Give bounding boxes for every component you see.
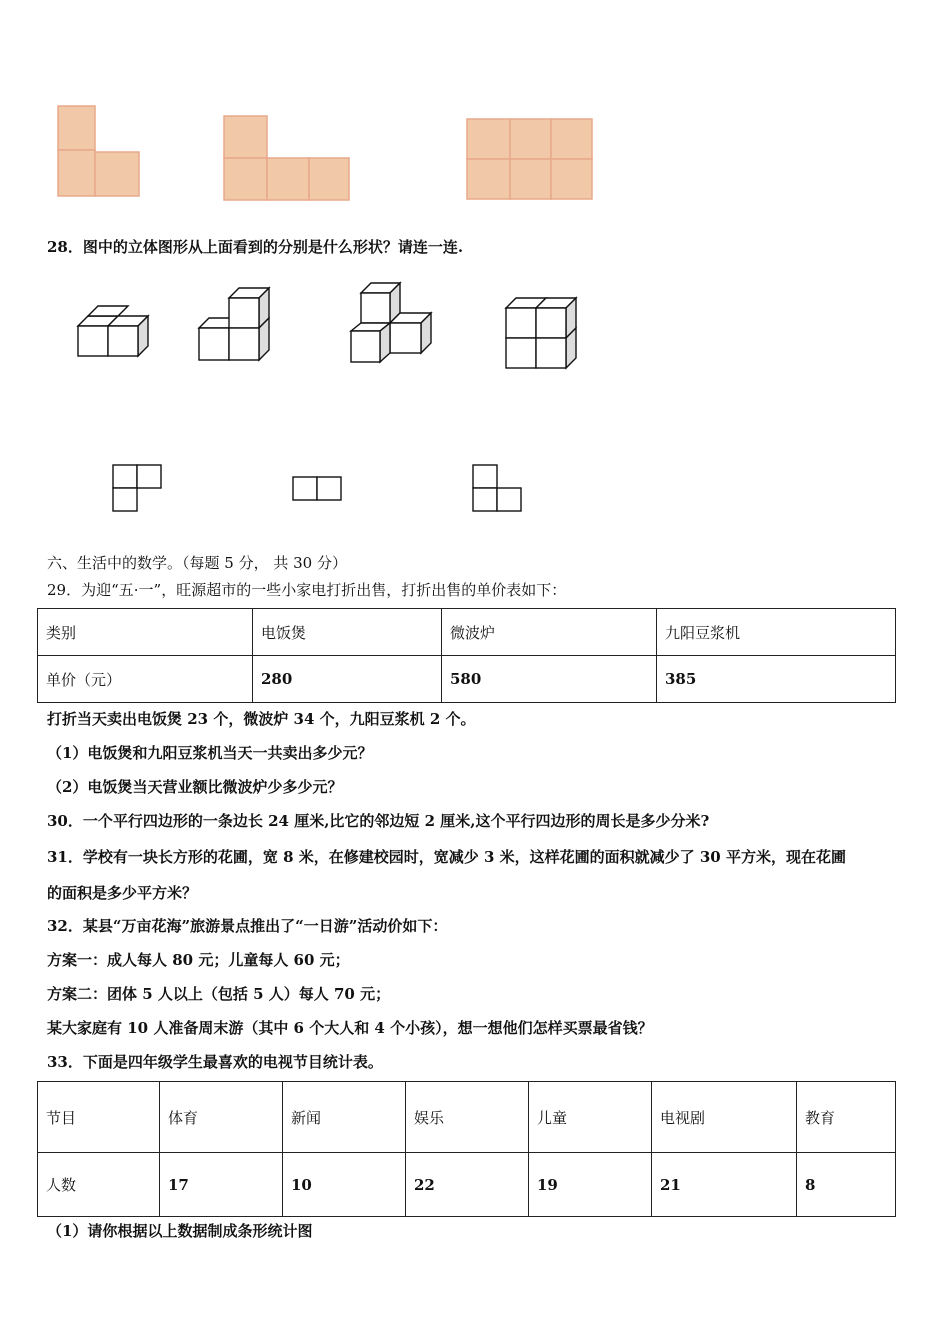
tv-program-table [37, 1081, 896, 1217]
q29-sub1: （1）电饭煲和九阳豆浆机当天一共卖出多少元？ [47, 744, 373, 762]
q29-text: 29．为迎“五·一”，旺源超市的一些小家电打折出售，打折出售的单价表如下： [47, 581, 567, 599]
table-cell: 新闻 [283, 1082, 406, 1153]
table-cell: 580 [442, 656, 657, 703]
table-cell: 8 [797, 1153, 896, 1217]
q32-question: 某大家庭有 10 人准备周末游（其中 6 个大人和 4 个小孩），想一想他们怎样买票最省钱？ [47, 1019, 653, 1037]
q33-sub1: （1）请你根据以上数据制成条形统计图 [47, 1222, 313, 1240]
table-cell: 体育 [160, 1082, 283, 1153]
table-row [38, 1153, 896, 1217]
table-cell: 19 [529, 1153, 652, 1217]
table-row [38, 609, 896, 656]
q31-line1: 31．学校有一块长方形的花圃，宽 8 米，在修建校园时，宽减少 3 米，这样花圃的面积就减少了 30 平方米，现在花圃 [47, 848, 846, 866]
table-cell: 10 [283, 1153, 406, 1217]
q33-text: 33．下面是四年级学生最喜欢的电视节目统计表。 [47, 1053, 383, 1071]
table-cell: 节目 [38, 1082, 160, 1153]
table-row [38, 1082, 896, 1153]
q32-plan1: 方案一：成人每人 80 元；儿童每人 60 元； [47, 951, 350, 969]
table-cell: 电视剧 [652, 1082, 797, 1153]
table-cell: 人数 [38, 1153, 160, 1217]
q30-text: 30．一个平行四边形的一条边长 24 厘米,比它的邻边短 2 厘米,这个平行四边形的周长是多少分米? [47, 812, 710, 830]
q32-plan2: 方案二：团体 5 人以上（包括 5 人）每人 70 元； [47, 985, 391, 1003]
table-cell: 娱乐 [406, 1082, 529, 1153]
table-row [38, 656, 896, 703]
table-cell: 儿童 [529, 1082, 652, 1153]
table-cell: 类别 [38, 609, 253, 656]
q29-sub2: （2）电饭煲当天营业额比微波炉少多少元？ [47, 778, 343, 796]
table-cell: 教育 [797, 1082, 896, 1153]
q29-sold: 打折当天卖出电饭煲 23 个，微波炉 34 个，九阳豆浆机 2 个。 [47, 710, 476, 728]
table-cell: 280 [253, 656, 442, 703]
q32-text: 32．某县“万亩花海”旅游景点推出了“一日游”活动价如下： [47, 917, 448, 935]
table-cell: 17 [160, 1153, 283, 1217]
table-cell: 电饭煲 [253, 609, 442, 656]
table-cell: 单价（元） [38, 656, 253, 703]
table-cell: 22 [406, 1153, 529, 1217]
q31-line2: 的面积是多少平方米？ [47, 884, 198, 902]
price-table [37, 608, 896, 703]
top-view-shape-3 [0, 0, 950, 520]
table-cell: 385 [657, 656, 896, 703]
table-cell: 21 [652, 1153, 797, 1217]
table-cell: 微波炉 [442, 609, 657, 656]
table-cell: 九阳豆浆机 [657, 609, 896, 656]
section6-title: 六、生活中的数学。（每题 5 分， 共 30 分） [47, 554, 347, 572]
q28-text: 28．图中的立体图形从上面看到的分别是什么形状？请连一连. [47, 238, 464, 256]
